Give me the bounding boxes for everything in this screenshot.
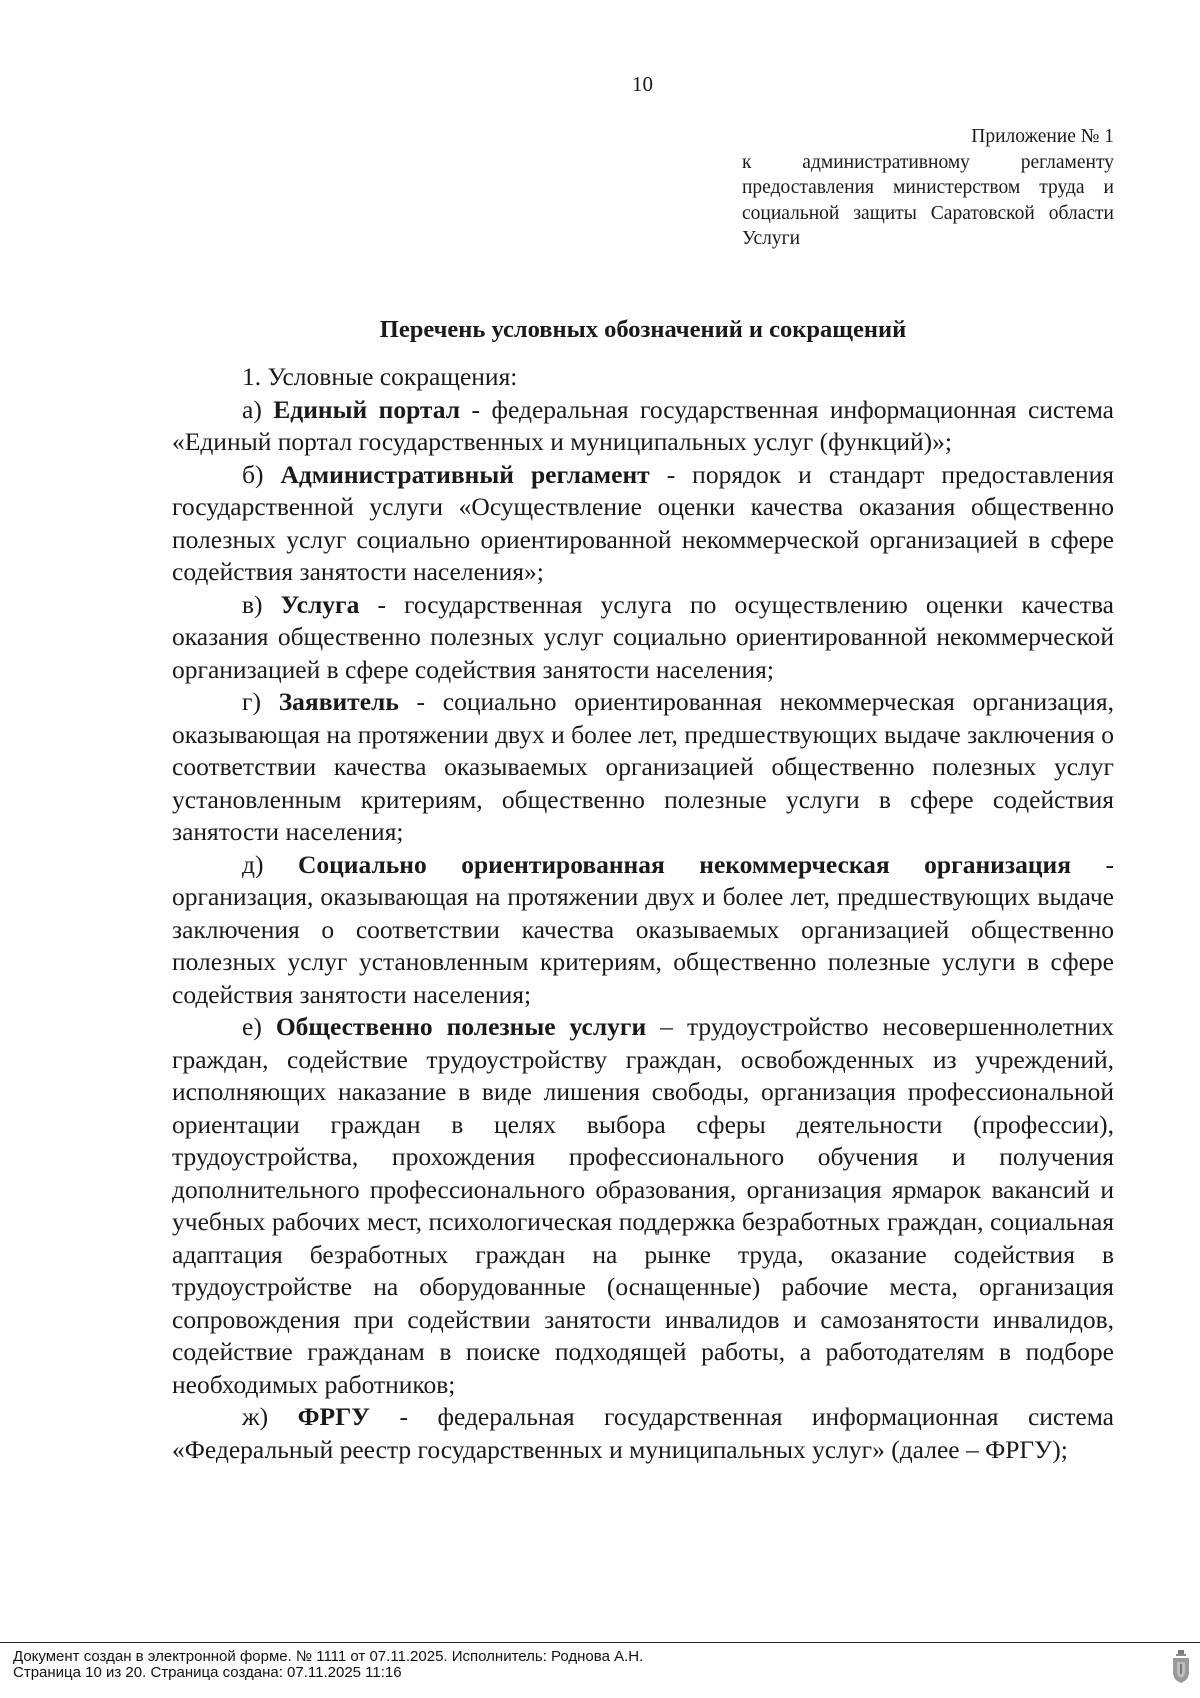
footer-line-page: Страница 10 из 20. Страница создана: 07.11.2025 11:16 — [13, 1664, 402, 1681]
footer — [13, 1649, 643, 1681]
document-content — [172, 361, 1114, 1466]
definition-item — [172, 1401, 1114, 1466]
item-term: Административный регламент — [280, 459, 650, 489]
item-term: Единый портал — [273, 394, 461, 424]
page-number: 10 — [632, 72, 653, 96]
item-term: Социально ориентированная некоммерческая организация — [297, 849, 1072, 879]
item-marker: ж) — [242, 1402, 269, 1431]
item-marker: б) — [242, 459, 264, 489]
item-term: Общественно полезные услуги — [275, 1012, 647, 1041]
item-definition: - федеральная государственная информационная система «Федеральный реестр государственных и муниципальных услуг» (далее – ФРГУ); — [172, 1402, 1114, 1464]
section-heading: 1. Условные сокращения: — [242, 362, 518, 391]
definition-item — [172, 589, 1114, 687]
item-term: Заявитель — [278, 687, 399, 716]
footer-line-document: Документ создан в электронной форме. № 1111 от 07.11.2025. Исполнитель: Роднова А.Н. — [13, 1648, 644, 1665]
item-definition: - государственная услуга по осуществлению оценки качества оказания общественно полезных услуг социально ориентированной некоммерческой организацией в сфере содействия занятости населения; — [172, 589, 1114, 684]
document-title: Перечень условных обозначений и сокращений — [379, 316, 907, 343]
appendix-body: к административному регламенту предоставления министерством труда и социальной защиты Саратовской области Услуги — [742, 151, 1114, 249]
definition-item — [172, 394, 1114, 459]
item-definition: - порядок и стандарт предоставления государственной услуги «Осуществление оценки качества оказания общественно полезных услуг социально ориентированной некоммерческой организацией в сфере содействия занятости населения»; — [172, 459, 1114, 586]
definition-item — [172, 1011, 1114, 1401]
definition-item — [172, 686, 1114, 849]
item-definition: – трудоустройство несовершеннолетних граждан, содействие трудоустройству граждан, освобожденных из учреждений, исполняющих наказание в виде лишения свободы, организация профессиональной ориентации граждан в целях выбора сферы деятельности (профессии), трудоустройства, прохождения профессионального обучения и получения дополнительного профессионального образования, организация ярмарок вакансий и учебных рабочих мест, психологическая поддержка безработных граждан, социальная адаптация безработных граждан на рынке труда, оказание содействия в трудоустройстве на оборудованные (оснащенные) рабочие места, организация сопровождения при содействии занятости инвалидов и самозанятости инвалидов, содействие гражданам в поиске подходящей работы, а работодателям в подборе необходимых работников; — [172, 1012, 1115, 1399]
coat-of-arms-icon — [1171, 1650, 1191, 1684]
item-marker: е) — [242, 1012, 262, 1041]
definition-item — [172, 849, 1114, 1012]
footer-divider — [0, 1642, 1200, 1643]
appendix-title: Приложение № 1 — [971, 126, 1114, 147]
item-definition: - организация, оказывающая на протяжении двух и более лет, предшествующих выдаче заключения о соответствии качества оказываемых организацией общественно полезных услуг установленным критериям, общественно полезные услуги в сфере содействия занятости населения; — [172, 849, 1114, 1009]
item-marker: г) — [242, 687, 261, 716]
item-term: Услуга — [280, 589, 360, 619]
item-term: ФРГУ — [297, 1402, 371, 1431]
item-marker: д) — [242, 849, 264, 879]
appendix-block — [742, 124, 1114, 252]
item-definition: - федеральная государственная информационная система «Единый портал государственных и муниципальных услуг (функций)»; — [172, 394, 1114, 456]
definition-item — [172, 459, 1114, 589]
item-marker: в) — [242, 589, 263, 619]
item-definition: - социально ориентированная некоммерческая организация, оказывающая на протяжении двух и более лет, предшествующих выдаче заключения о соответствии качества оказываемых организацией общественно полезных услуг установленным критериям, общественно полезные услуги в сфере содействия занятости населения; — [172, 687, 1114, 846]
item-marker: а) — [242, 394, 262, 424]
